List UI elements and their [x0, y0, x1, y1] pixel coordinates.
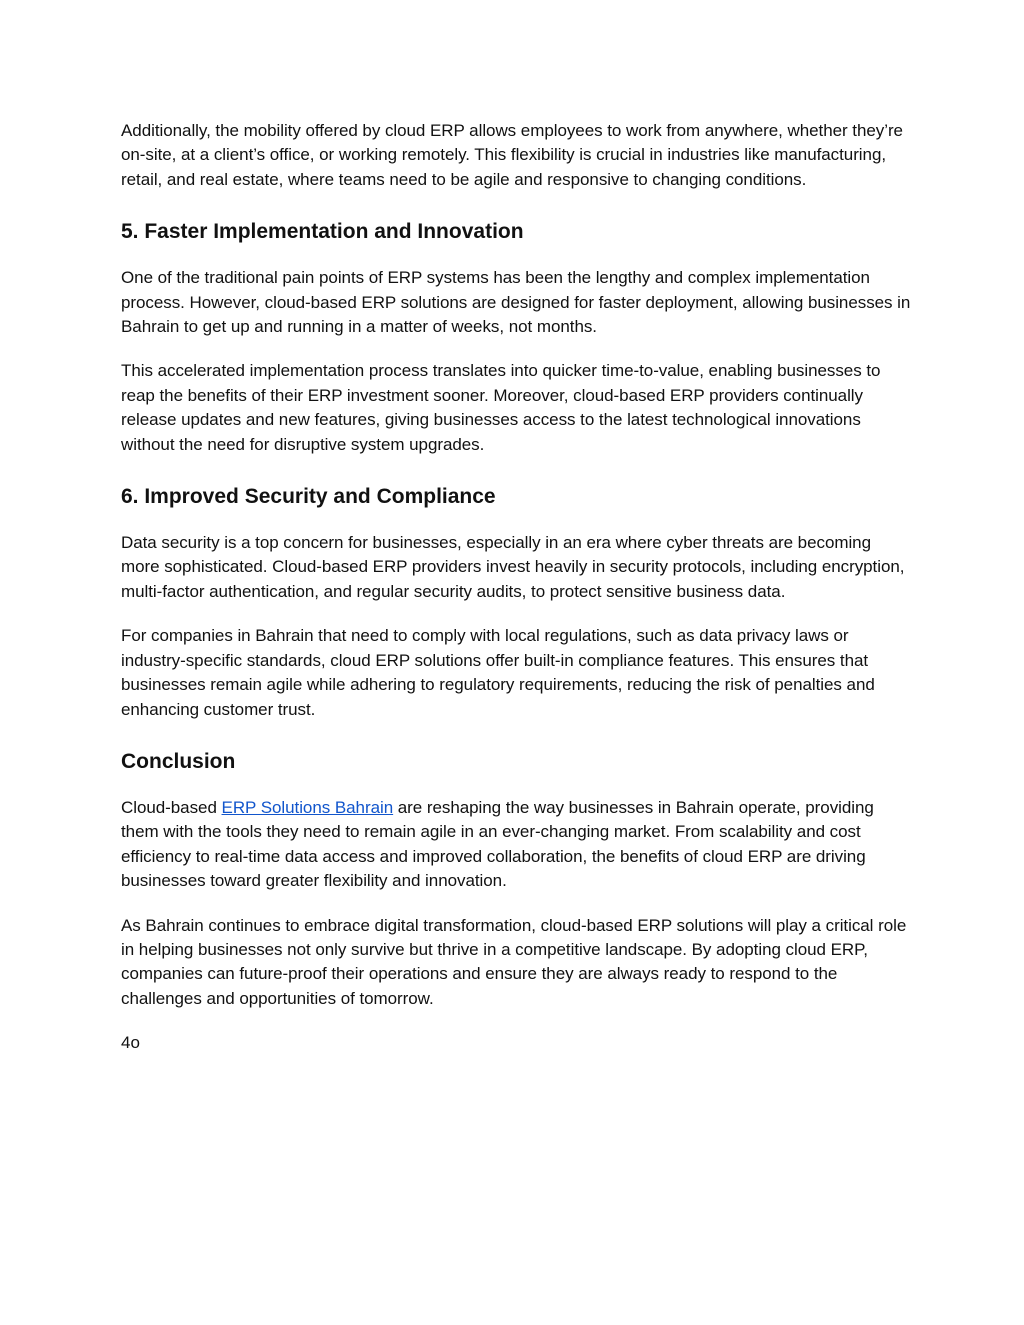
footer-text: 4o: [121, 1033, 140, 1053]
conclusion-paragraph-2: As Bahrain continues to embrace digital transformation, cloud-based ERP solutions will play a critical role in helping businesses not only survive but thrive in a competitive landscape. By adopting cloud ERP, companies can future-proof their operations and ensure they are always ready to respond to the challenges and opportunities of tomorrow.: [121, 915, 907, 1008]
section6-paragraph-2: For companies in Bahrain that need to comply with local regulations, such as data privacy laws or industry-specific standards, cloud ERP solutions offer built-in compliance features. This ensures that businesses remain agile while adhering to regulatory requirements, reducing the risk of penalties and enhancing customer trust.: [121, 626, 875, 719]
intro-paragraph: Additionally, the mobility offered by cloud ERP allows employees to work from anywhere, whether they’re on-site, at a client’s office, or working remotely. This flexibility is crucial in industries like manufacturing, retail, and real estate, where teams need to be agile and responsive to changing conditions.: [121, 121, 903, 189]
section6-heading: 6. Improved Security and Compliance: [121, 485, 496, 509]
conclusion-text-after-link: are reshaping the way businesses in Bahrain operate, providing them with the tools they need to remain agile in an ever-changing market. From scalability and cost efficiency to real-time data access and improved collaboration, the benefits of cloud ERP are driving businesses toward greater flexibility and innovation.: [121, 797, 874, 891]
section5-heading: 5. Faster Implementation and Innovation: [121, 220, 524, 244]
erp-solutions-bahrain-link[interactable]: ERP Solutions Bahrain: [221, 797, 394, 817]
section5-paragraph-2: This accelerated implementation process translates into quicker time-to-value, enabling businesses to reap the benefits of their ERP investment sooner. Moreover, cloud-based ERP providers continually release updates and new features, giving businesses access to the latest technological innovations without the need for disruptive system upgrades.: [121, 361, 881, 454]
section5-paragraph-1: One of the traditional pain points of ERP systems has been the lengthy and complex implementation process. However, cloud-based ERP solutions are designed for faster deployment, allowing businesses in Bahrain to get up and running in a matter of weeks, not months.: [121, 268, 911, 337]
conclusion-text-before-link: Cloud-based: [121, 797, 222, 817]
document-page: [121, 119, 911, 1053]
conclusion-heading: Conclusion: [121, 749, 236, 773]
section6-paragraph-1: Data security is a top concern for businesses, especially in an era where cyber threats are becoming more sophisticated. Cloud-based ERP providers invest heavily in security protocols, including encryption, multi-factor authentication, and regular security audits, to protect sensitive business data.: [121, 533, 905, 601]
conclusion-paragraph-1: [121, 796, 911, 894]
